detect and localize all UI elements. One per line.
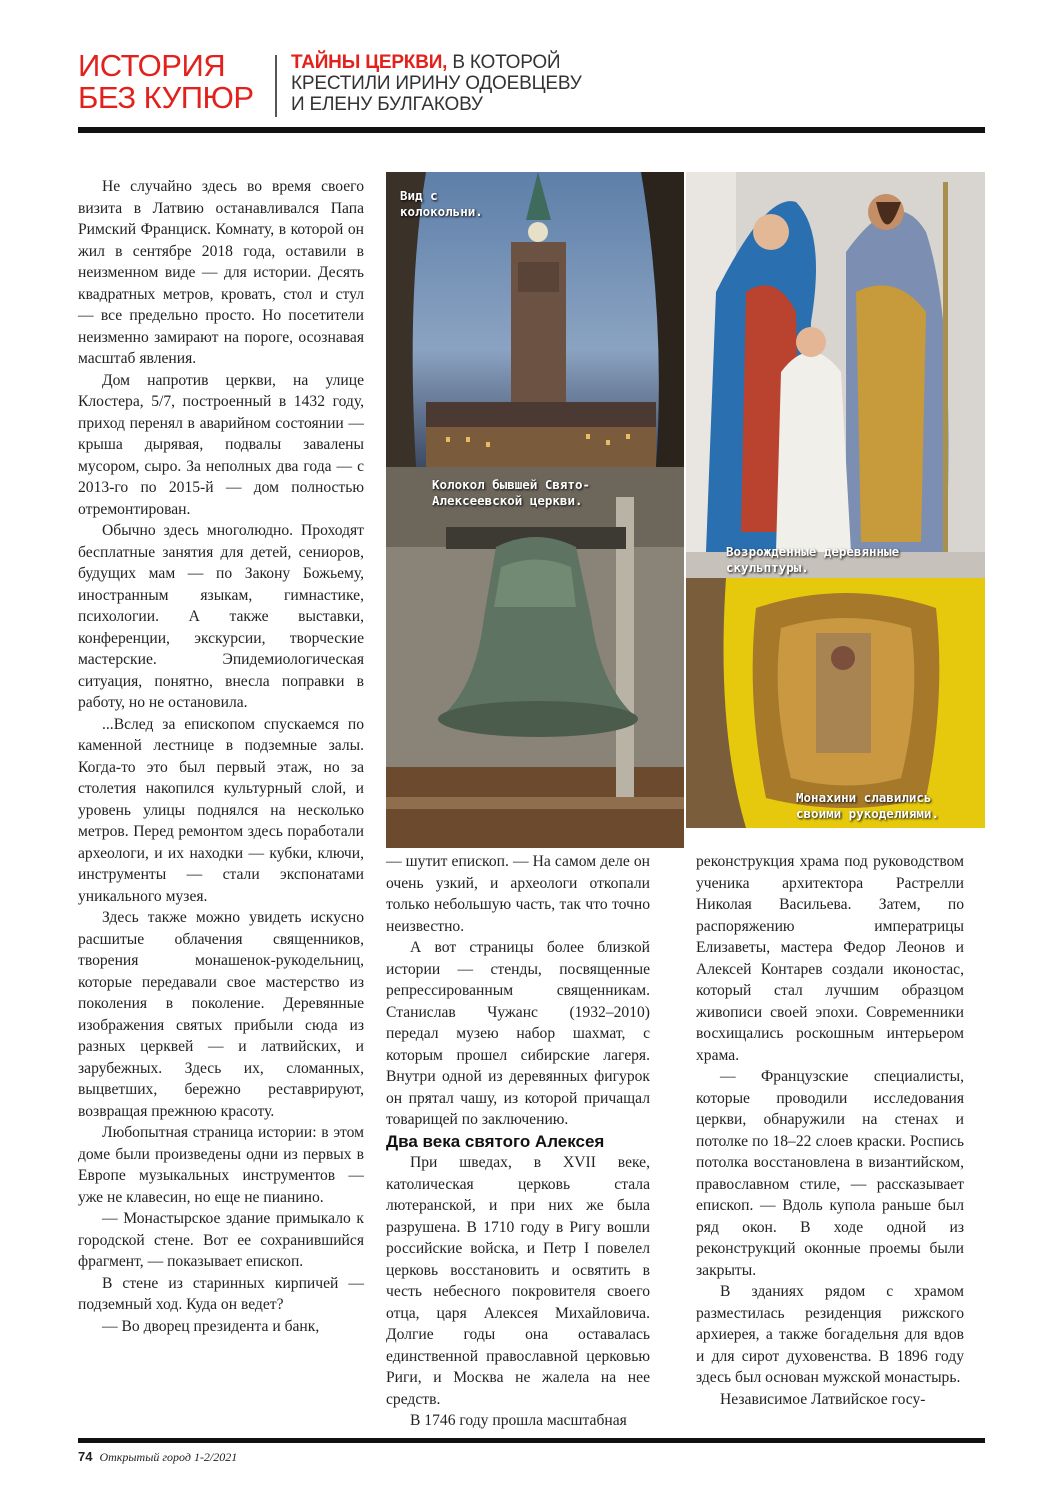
caption-tower: Вид с колокольни. [400,188,483,219]
column-3 [696,851,964,1410]
photo-wooden-statues [686,172,985,578]
article-headline [291,52,651,115]
paragraph: В 1746 году прошла масштабная [410,1412,627,1429]
paragraph: — шутит епископ. — На самом деле он очень узкий, и археологи откопали только небольшую часть, так что точно неизвестно. [386,853,650,935]
paragraph: Любопытная страница истории: в этом доме были произведены одни из первых в Европе музыкальных инструментов — уже не клавесин, но еще не пианино. [78,1124,364,1206]
rubric-line-1: ИСТОРИЯ [78,48,226,83]
caption-vestment: Монахини славились своими рукоделиями. [796,790,939,821]
photo-church-bell [386,467,684,848]
column-1 [78,176,364,1337]
paragraph: А вот страницы более близкой истории — стенды, посвященные репрессированным священникам. Станислав Чужанс (1932–2010) передал музею набор шахмат, с которым прошел сибирские лагеря. Внутри одной из деревянных фигурок он прятал чашу, из которой причащал товарищей по заключению. [386,939,650,1128]
paragraph: ...Вслед за епископом спускаемся по каменной лестнице в подземные залы. Когда-то это был первый этаж, но за столетия накопился культурный слой, и уровень улицы поднялся на несколько метров. Перед ремонтом здесь поработали археологи, и их находки — кубки, ключи, инструменты — стали экспонатами уникального музея. [78,715,364,905]
paragraph: В зданиях рядом с храмом разместилась резиденция рижского архиерея, а также богадельня для вдов и для сирот духовенства. В 1896 году здесь был основан мужской монастырь. [696,1283,964,1386]
headline-highlight: ТАЙНЫ ЦЕРКВИ, [291,52,448,73]
paragraph: Дом напротив церкви, на улице Клостера, 5/7, построенный в 1432 году, приход перенял в аварийном состоянии — крыша дырявая, подвалы завалены мусором, сыро. За неполных два года — с 2013-го по 2015-й — дом полностью отремонтирован. [78,371,364,518]
caption-bell: Колокол бывшей Свято-Алексеевской церкви. [432,477,591,508]
header-divider [275,55,277,117]
paragraph: — Французские специалисты, которые проводили исследования церкви, обнаружили на стенах и потолке по 18–22 слоев краски. Роспись потолка восстановлена в византийском, православном стиле, — рассказывает епископ. — Вдоль купола раньше был ряд окон. В ходе одной из реконструкций оконные проемы были закрыты. [696,1068,964,1279]
paragraph: — Во дворец президента и банк, [102,1317,320,1335]
photo-embroidered-vestment [686,578,985,828]
photo-bell-tower-view [386,172,684,467]
issue-number: 1-2/2021 [193,1450,238,1464]
headline-line-2: КРЕСТИЛИ ИРИНУ ОДОЕВЦЕВУ [291,73,582,94]
headline-rest: В КОТОРОЙ [447,52,561,73]
paragraph: Независимое Латвийское госу- [720,1390,926,1408]
section-subheading: Два века святого Алексея [386,1131,605,1151]
paragraph: Обычно здесь многолюдно. Проходят бесплатные занятия для детей, сениоров, будущих мам — по Закону Божьему, иностранным языкам, гимнастике, психологии. А также выставки, конференции, экскурсии, творческие мастерские. Эпидемиологическая ситуация, понятно, внесла поправки в работу, но не остановила. [78,522,364,711]
page-footer [78,1449,237,1465]
page-number: 74 [78,1449,93,1464]
paragraph: При шведах, в XVII веке, католическая церковь стала лютеранской, и при них же была разрушена. В 1710 году в Ригу вошли российские войска, и Петр I повелел церковь восстановить и освятить в честь небесного покровителя своего отца, царя Алексея Михайловича. Долгие годы она оставалась единственной православной церковью Риги, и Москва не жалела на нее средств. [386,1154,650,1408]
caption-statues: Возрожденные деревянные скульптуры. [726,544,900,575]
magazine-name: Открытый город [99,1450,191,1464]
bottom-rule [78,1438,985,1443]
headline-line-3: И ЕЛЕНУ БУЛГАКОВУ [291,94,483,115]
paragraph: Здесь также можно увидеть искусно расшитые облачения священников, творения монашенок-рукодельниц, которые передавали свое мастерство из поколения в поколение. Деревянные изображения святых прибыли сюда из разных церквей — и латвийских, и зарубежных. Здесь их, сломанных, выцветших, бережно реставрируют, возвращая прежнюю красоту. [78,909,364,1120]
paragraph: реконструкция храма под руководством ученика архитектора Растрелли Николая Васильева. Затем, по распоряжению императрицы Елизаветы, мастера Федор Леонов и Алексей Контарев создали иконостас, который стал лучшим образцом живописи своей эпохи. Современники восхищались роскошным интерьером храма. [696,853,964,1064]
rubric [78,50,268,114]
top-rule [78,127,985,133]
paragraph: — Монастырское здание примыкало к городской стене. Вот ее сохранившийся фрагмент, — показывает епископ. [78,1210,364,1270]
paragraph: В стене из старинных кирпичей — подземный ход. Куда он ведет? [78,1274,364,1313]
paragraph: Не случайно здесь во время своего визита в Латвию останавливался Папа Римский Франциск. Комнату, в которой он жил в сентябре 2018 года, оставили в неизменном виде — для истории. Десять квадратных метров, кровать, стол и стул — все предельно просто. Но посетители неизменно замирают на пороге, осознавая масштаб явления. [78,178,364,367]
column-2 [386,851,650,1432]
rubric-line-2: БЕЗ КУПЮР [78,80,254,115]
